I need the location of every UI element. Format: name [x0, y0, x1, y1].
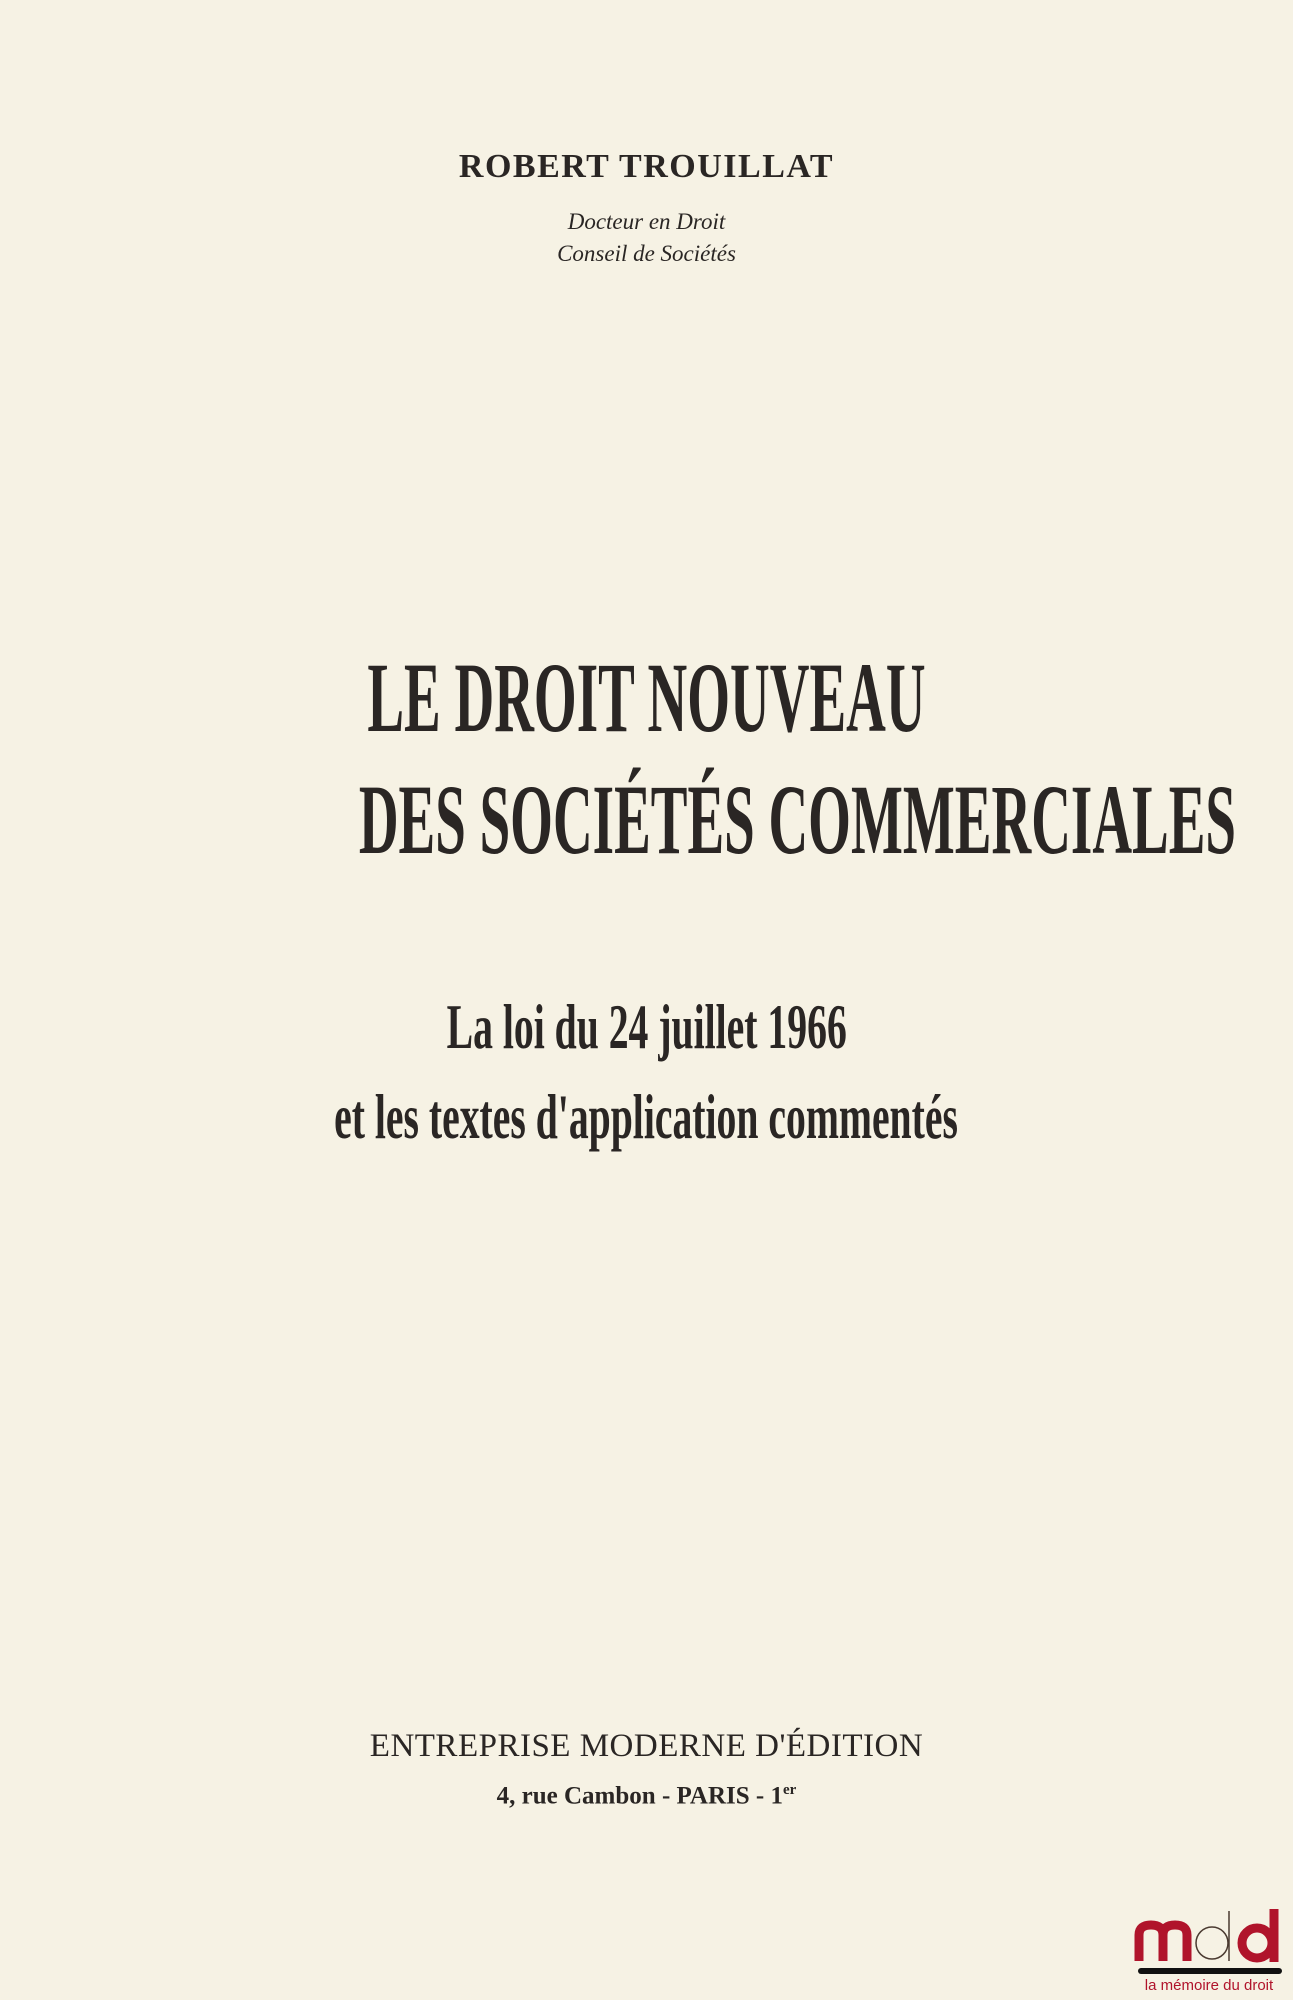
subtitle-text: La loi du 24 juillet 1966	[446, 991, 847, 1062]
mdd-logo-icon	[1133, 1905, 1285, 1975]
subtitle-text: et les textes d'application commentés	[334, 1081, 959, 1152]
mdd-watermark-logo	[1133, 1905, 1285, 1995]
publisher-name: ENTREPRISE MODERNE D'ÉDITION	[369, 1728, 924, 1764]
book-title-line-1	[0, 640, 1293, 755]
address-text: 4, rue Cambon - PARIS - 1	[496, 1782, 783, 1810]
author-credential-counsel: Conseil de Sociétés	[557, 241, 736, 266]
title-text: DES SOCIÉTÉS COMMERCIALES	[358, 764, 1236, 875]
address-superscript: er	[783, 1782, 797, 1798]
title-text: LE DROIT NOUVEAU	[367, 642, 926, 753]
publisher-address	[0, 1782, 1293, 1810]
subtitle-line-2	[0, 1080, 1293, 1154]
mdd-tagline: la mémoire du droit	[1144, 1977, 1274, 1994]
subtitle-line-1	[0, 990, 1293, 1064]
author-name: ROBERT TROUILLAT	[458, 148, 835, 185]
author-credential-doctorate: Docteur en Droit	[567, 209, 726, 234]
book-title-line-2	[0, 762, 1293, 877]
